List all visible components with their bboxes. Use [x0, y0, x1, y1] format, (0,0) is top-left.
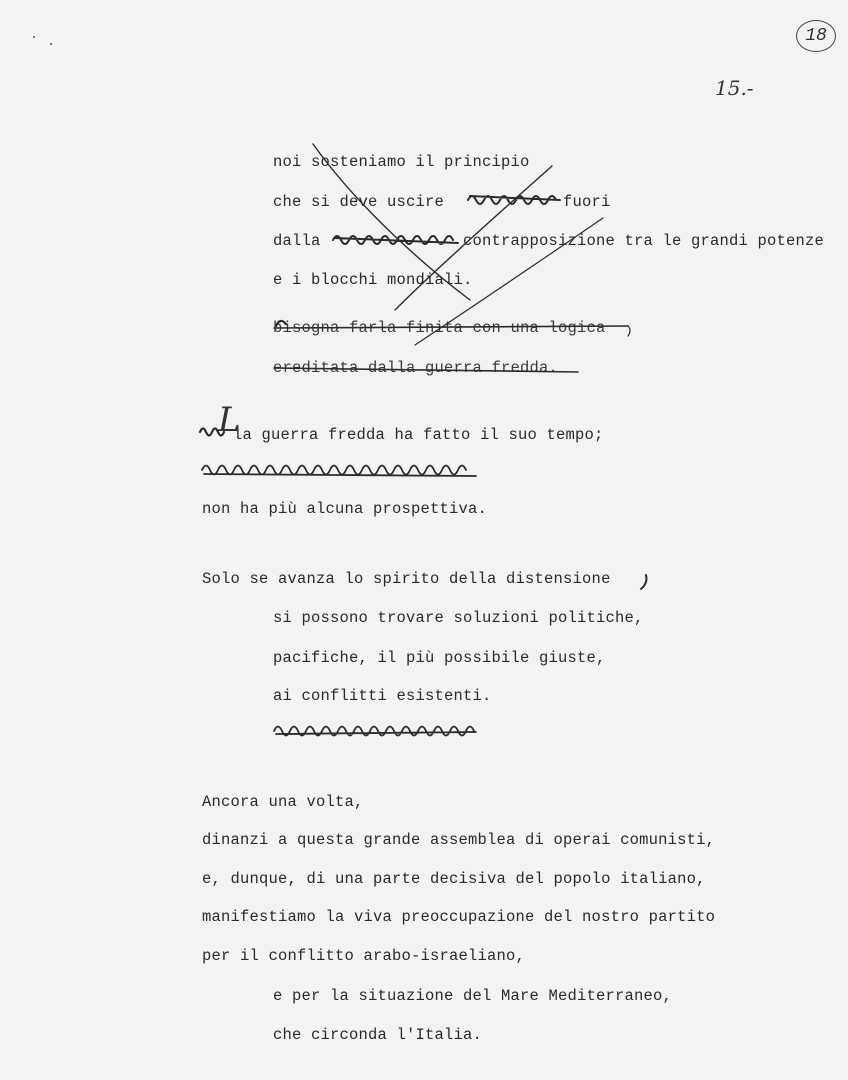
handwritten-comma — [641, 575, 646, 589]
scribble-line-deleted — [202, 466, 476, 477]
text-line: fuori — [563, 193, 611, 211]
text-line: ai conflitti esistenti. — [273, 687, 492, 705]
text-line: noi sosteniamo il principio — [273, 153, 530, 171]
cross-stroke-2 — [395, 166, 552, 310]
strike-line-1 — [274, 326, 628, 328]
text-line: e i blocchi mondiali. — [273, 271, 473, 289]
struck-text-line: bisogna farla finita con una logica — [273, 319, 606, 337]
text-line: dalla — [273, 232, 321, 250]
strike-line-2 — [274, 368, 578, 372]
text-line: contrapposizione tra le grandi potenze — [463, 232, 825, 250]
text-line: dinanzi a questa grande assemblea di operai comunisti, — [202, 831, 716, 849]
cross-stroke-1 — [313, 144, 470, 300]
text-line: Ancora una volta, — [202, 793, 364, 811]
text-line: e, dunque, di una parte decisiva del popolo italiano, — [202, 870, 706, 888]
text-line: per il conflitto arabo-israeliano, — [202, 947, 526, 965]
strike-b-mark — [276, 321, 286, 326]
struck-text-line: ereditata dalla guerra fredda. — [273, 359, 559, 377]
strike-end-mark — [628, 326, 630, 336]
text-line: la guerra fredda ha fatto il suo tempo; — [233, 426, 604, 444]
text-line: e per la situazione del Mare Mediterraneo, — [273, 987, 673, 1005]
text-line: si possono trovare soluzioni politiche, — [273, 609, 644, 627]
scribble-initial — [200, 429, 224, 436]
handwritten-page-number: 15.- — [715, 76, 754, 100]
handwritten-correction: L — [218, 400, 241, 440]
scribble-line-deleted-2 — [274, 727, 476, 736]
text-line: non ha più alcuna prospettiva. — [202, 500, 488, 518]
text-line: manifestiamo la viva preoccupazione del nostro partito — [202, 908, 716, 926]
text-line: Solo se avanza lo spirito della distensione — [202, 570, 611, 588]
circled-page-number-text: 18 — [805, 26, 827, 46]
text-line: che si deve uscire — [273, 193, 445, 211]
text-line: che circonda l'Italia. — [273, 1026, 483, 1044]
text-line: pacifiche, il più possibile giuste, — [273, 649, 606, 667]
